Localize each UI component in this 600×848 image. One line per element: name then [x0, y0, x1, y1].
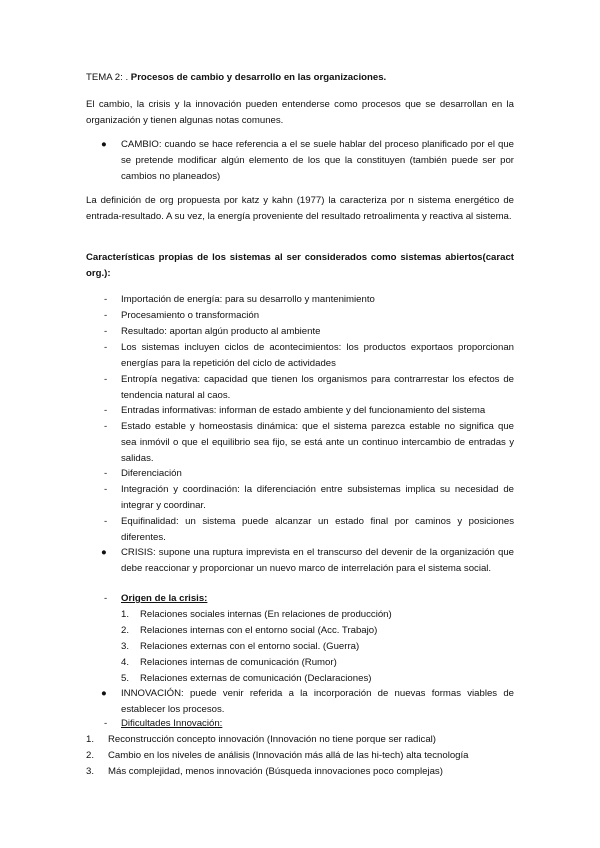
intro-paragraph: El cambio, la crisis y la innovación pueden entenderse como procesos que se desarrollan en la organización y tienen algunas notas comunes. [86, 99, 514, 126]
origin-item: Relaciones externas de comunicación (Declaraciones) [140, 673, 372, 684]
dash-marker: - [104, 310, 108, 321]
dash-marker: - [104, 405, 108, 416]
characteristic-item: Importación de energía: para su desarrollo y mantenimiento [121, 294, 375, 305]
dash-marker: - [104, 593, 108, 604]
origin-item: Relaciones internas de comunicación (Rumor) [140, 657, 337, 668]
dash-marker: - [104, 484, 108, 495]
origin-item: Relaciones sociales internas (En relaciones de producción) [140, 609, 392, 620]
difficulty-item: Cambio en los niveles de análisis (Innovación más allá de las hi-tech) alta tecnología [108, 750, 469, 761]
list-number: 1. [86, 734, 95, 745]
dash-marker: - [104, 718, 108, 729]
bullet-icon: ● [101, 547, 107, 558]
dash-marker: - [104, 468, 108, 479]
bullet-icon: ● [101, 139, 107, 150]
dash-marker: - [104, 342, 108, 353]
characteristics-heading: Características propias de los sistemas al ser considerados como sistemas abiertos(caract org.): [86, 252, 514, 279]
list-number: 3. [86, 766, 95, 777]
difficulty-item: Reconstrucción concepto innovación (Innovación no tiene porque ser radical) [108, 734, 436, 745]
difficulty-item: Más complejidad, menos innovación (Búsqueda innovaciones poco complejas) [108, 766, 443, 777]
page-title [86, 70, 514, 86]
characteristic-item: Estado estable y homeostasis dinámica: que el sistema parezca estable no significa que sea inmóvil o que el equilibrio sea fijo, se está ante un continuo intercambio de entradas y salidas. [121, 421, 514, 464]
characteristic-item: Entradas informativas: informan de estado ambiente y del funcionamiento del sistema [121, 405, 486, 416]
title-prefix: TEMA 2: . [86, 72, 131, 83]
dash-marker: - [104, 294, 108, 305]
list-number: 5. [121, 673, 130, 684]
characteristic-item: Diferenciación [121, 468, 182, 479]
characteristic-item: Equifinalidad: un sistema puede alcanzar un estado final por caminos y posiciones diferentes. [121, 516, 514, 543]
list-number: 2. [121, 625, 130, 636]
title-bold: Procesos de cambio y desarrollo en las organizaciones. [130, 72, 387, 83]
characteristic-item: Integración y coordinación: la diferenciación entre subsistemas implica su necesidad de integrar y coordinar. [121, 484, 514, 511]
definition-paragraph: La definición de org propuesta por katz y kahn (1977) la caracteriza por n sistema energético de entrada-resultado. A su vez, la energía proveniente del resultado retroalimenta y reactiva al sistema. [86, 195, 514, 222]
origin-item: Relaciones externas con el entorno social. (Guerra) [140, 641, 360, 652]
cambio-paragraph: CAMBIO: cuando se hace referencia a el se suele hablar del proceso planificado por el que se pretende modificar algún elemento de los que la constituyen (también puede ser por cambios no planeados) [121, 139, 514, 182]
dash-marker: - [104, 421, 108, 432]
characteristic-item: Entropía negativa: capacidad que tienen los organismos para contrarrestar los efectos de tendencia natural al caos. [121, 374, 514, 401]
dash-marker: - [104, 374, 108, 385]
difficulties-heading: Dificultades Innovación: [121, 718, 223, 729]
bullet-icon: ● [101, 688, 107, 699]
characteristic-item: Resultado: aportan algún producto al ambiente [121, 326, 321, 337]
list-number: 4. [121, 657, 130, 668]
innovation-paragraph: INNOVACIÓN: puede venir referida a la incorporación de nuevas formas viables de establecer los procesos. [121, 688, 514, 715]
crisis-paragraph: CRISIS: supone una ruptura imprevista en el transcurso del devenir de la organización que debe reaccionar y proporcionar un nuevo marco de interrelación para el sistema social. [121, 547, 514, 574]
characteristic-item: Procesamiento o transformación [121, 310, 260, 321]
list-number: 2. [86, 750, 95, 761]
origin-item: Relaciones internas con el entorno social (Acc. Trabajo) [140, 625, 378, 636]
list-number: 1. [121, 609, 130, 620]
origin-heading: Origen de la crisis: [121, 593, 208, 604]
dash-marker: - [104, 326, 108, 337]
list-number: 3. [121, 641, 130, 652]
dash-marker: - [104, 516, 108, 527]
characteristic-item: Los sistemas incluyen ciclos de acontecimientos: los productos exportaos proporcionan energías para la repetición del ciclo de actividades [121, 342, 514, 369]
